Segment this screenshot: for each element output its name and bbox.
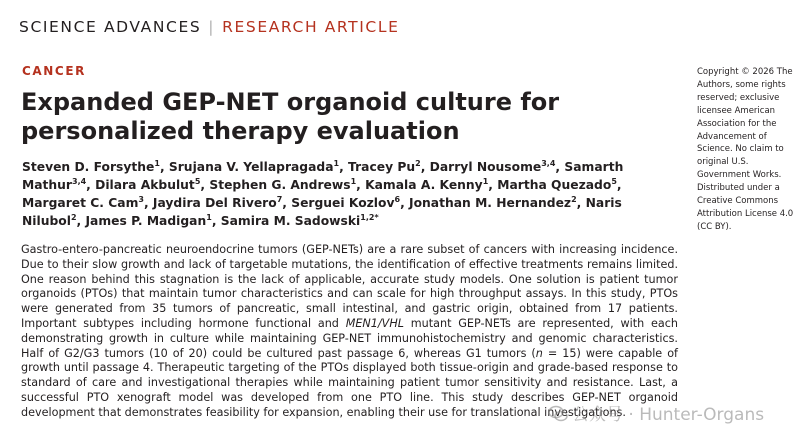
author-name [153,196,282,210]
copyright-line: Attribution License 4.0 [697,208,794,219]
copyright-line: Creative Commons [697,196,779,207]
author-name [291,196,400,210]
author-name-text: Tracey Pu [348,160,416,174]
author-name [365,178,488,192]
header-separator: | [208,18,216,36]
author-affiliation: 2 [415,159,421,168]
author-name-text: Stephen G. Andrews [209,178,351,192]
author-name [409,196,577,210]
author-name [221,214,379,228]
author-name [497,178,617,192]
author-name-text: James P. Madigan [85,214,207,228]
copyright-line: Association for the [697,118,777,129]
copyright-line: Science. No claim to [697,144,784,155]
copyright-line: Authors, some rights [697,79,786,90]
author-name [348,160,421,174]
copyright-line: licensee American [697,105,776,116]
author-name-text: Naris Nilubol [22,196,622,228]
author-name-text: Margaret C. Cam [22,196,139,210]
gene-name: MEN1/VHL [345,316,404,330]
copyright-line: Copyright © 2026 The [697,67,793,77]
copyright-line: original U.S. [697,157,749,168]
author-list: Steven D. Forsythe$^1$, Srujana V. Yellapragada$^1$, Tracey Pu$^2$, Darryl Nousome$^{3,4}$, Samarth Mathur$^{3,4}$, Dilara Akbulut$^5$, Stephen G. Andrews$^1$, Kamala A. Kenny$^1$, Martha Quezado$^5$, Margaret C. Cam$^3$, Jaydira Del Rivero$^7$, Serguei Kozlov$^6$, Jonathan M. Hernandez$^2$, Naris Nilubol$^2$, James P. Madigan$^1$, Samira M. Sadowski$^{1,2*}$ [22,159,624,228]
author-affiliation: 1 [206,213,212,222]
article-title: Expanded GEP-NET organoid culture for personalized therapy evaluation [21,88,560,145]
author-name-text: Srujana V. Yellapragada [168,160,334,174]
author-name-text: Serguei Kozlov [291,196,395,210]
copyright-line: Advancement of [697,131,767,142]
copyright-line: Government Works. [697,170,782,181]
copyright-line: (CC BY). [697,221,732,232]
journal-header [19,17,399,37]
copyright-notice [697,66,795,234]
copyright-line: reserved; exclusive [697,92,780,103]
n-equals: = 15 [542,346,577,360]
subject-category: CANCER [22,64,86,78]
author-name-text: Samira M. Sadowski [220,214,361,228]
abstract [21,243,678,421]
wechat-icon [548,405,568,423]
author-affiliation: 1,2* [360,213,379,222]
author-name-text: Dilara Akbulut [95,178,195,192]
author-affiliation: 5 [611,177,617,186]
author-affiliation: 3 [138,195,144,204]
watermark [548,400,764,425]
copyright-line: Distributed under a [697,183,780,194]
author-name-text: Martha Quezado [497,178,612,192]
author-affiliation: 1 [154,159,160,168]
author-affiliation: 3,4 [72,177,87,186]
author-name-text: Steven D. Forsythe [22,160,155,174]
author-affiliation: 3,4 [541,159,556,168]
abstract-text-2: mutant GEP-NETs are represented, with each demonstrating growth in culture while maintaining GEP-NET immunohistochemistry and genomic characteristics. Half of G2/G3 tumors (10 of 20) could be cultured past passage 6, whereas G1 tumors ( [21,316,678,360]
author-affiliation: 1 [350,177,357,186]
article-type: RESEARCH ARTICLE [222,18,400,36]
n-variable: n [535,346,543,360]
abstract-text-1: Gastro-entero-pancreatic neuroendocrine tumors (GEP-NETs) are a rare subset of cancers with increasing incidence. Due to their slow growth and lack of targetable mutations, the identification of effective treatments remains limited. One reason behind this stagnation is the lack of applicable, accurate study models. One solution is patient tumor organoids (PTOs) that maintain tumor characteristics and can scale for high throughput assays. In this study, PTOs were generated from 35 tumors of pancreatic, small intestinal, and gastric origin, obtained from 17 patients. Important subtypes including hormone functional and [21,243,678,330]
author-affiliation: 5 [194,177,201,186]
author-affiliation: 7 [276,195,283,204]
author-name [22,160,160,174]
author-name-text: Darryl Nousome [429,160,542,174]
author-name [95,178,200,192]
abstract-text-3: ) were capable of growth until passage 4. Therapeutic targeting of the PTOs displayed both tissue-origin and grade-based response to standard of care and investigational therapies while maintaining patient tumor sensitivity and resistance. Last, a successful PTO xenograft model was developed from one PTO line. This study describes GEP-NET organoid development that demonstrates feasibility for expansion, enabling their use for translational investigations. [21,346,678,419]
author-affiliation: 2 [70,213,77,222]
author-affiliation: 2 [571,195,577,204]
author-name-text: Jonathan M. Hernandez [409,196,572,210]
author-affiliation: 6 [394,195,401,204]
author-name [430,160,556,174]
author-name [209,178,356,192]
author-name [169,160,339,174]
author-name [22,196,144,210]
author-name-text: Jaydira Del Rivero [152,196,277,210]
author-name-text: Samarth Mathur [22,160,624,192]
journal-name: SCIENCE ADVANCES [19,18,202,36]
watermark-text: 公众号 · Hunter-Organs [572,405,765,425]
author-affiliation: 1 [333,159,340,168]
author-name [85,214,211,228]
author-affiliation: 1 [482,177,489,186]
author-name-text: Kamala A. Kenny [365,178,483,192]
